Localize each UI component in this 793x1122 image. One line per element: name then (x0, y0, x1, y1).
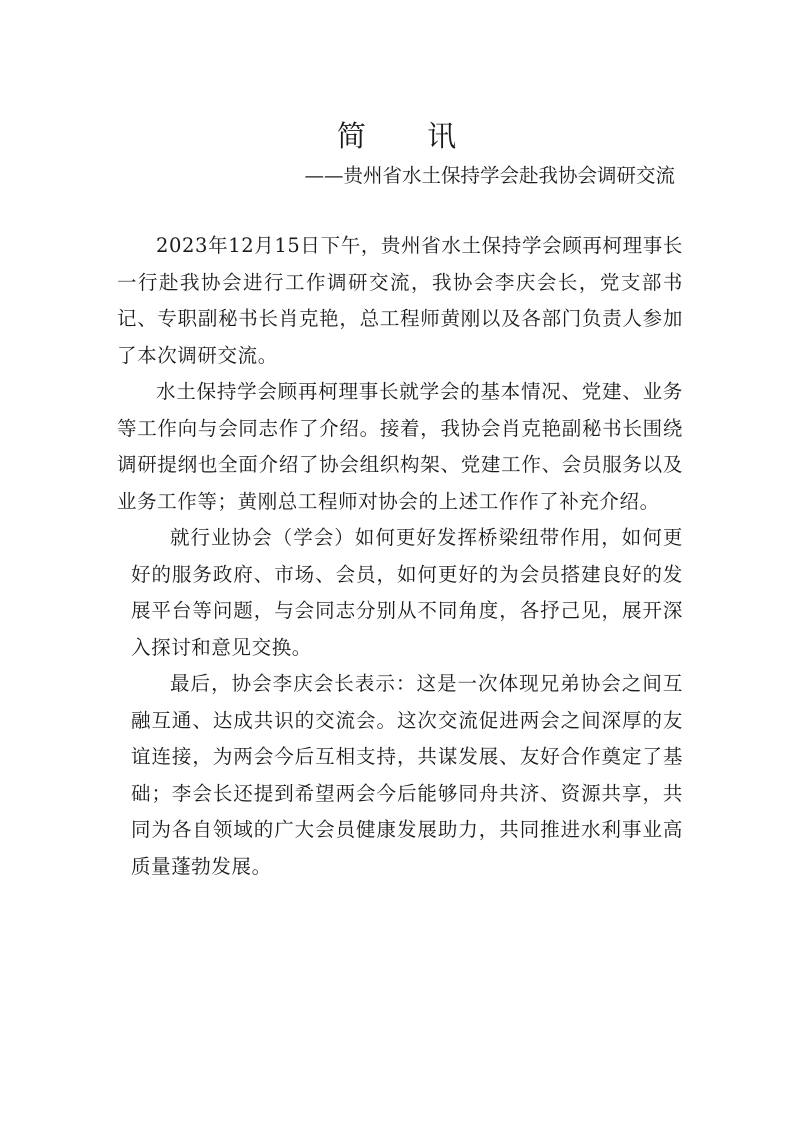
document-subtitle: ——贵州省水土保持学会赴我协会调研交流 (304, 164, 675, 187)
paragraph-1: 2023年12月15日下午，贵州省水土保持学会顾再柯理事长一行赴我协会进行工作调研交流，我协会李庆会长，党支部书记、专职副秘书长肖克艳，总工程师黄刚以及各部门负责人参加了本次调研交流。 (117, 234, 683, 367)
document-title: 简 讯 (336, 119, 483, 153)
paragraph-4: 最后，协会李庆会长表示：这是一次体现兄弟协会之间互融互通、达成共识的交流会。这次交流促进两会之间深厚的友谊连接，为两会今后互相支持，共谋发展、友好合作奠定了基础；李会长还提到希望两会今后能够同舟共济、资源共享，共同为各自领域的广大会员健康发展助力，共同推进水利事业高质量蓬勃发展。 (131, 672, 683, 878)
document-body (117, 228, 683, 885)
paragraph-2: 水土保持学会顾再柯理事长就学会的基本情况、党建、业务等工作向与会同志作了介绍。接着，我协会肖克艳副秘书长围绕调研提纲也全面介绍了协会组织构架、党建工作、会员服务以及业务工作等；黄刚总工程师对协会的上述工作作了补充介绍。 (117, 380, 683, 513)
paragraph-3: 就行业协会（学会）如何更好发挥桥梁纽带作用，如何更好的服务政府、市场、会员，如何更好的为会员搭建良好的发展平台等问题，与会同志分别从不同角度，各抒己见，展开深入探讨和意见交换。 (131, 526, 683, 659)
